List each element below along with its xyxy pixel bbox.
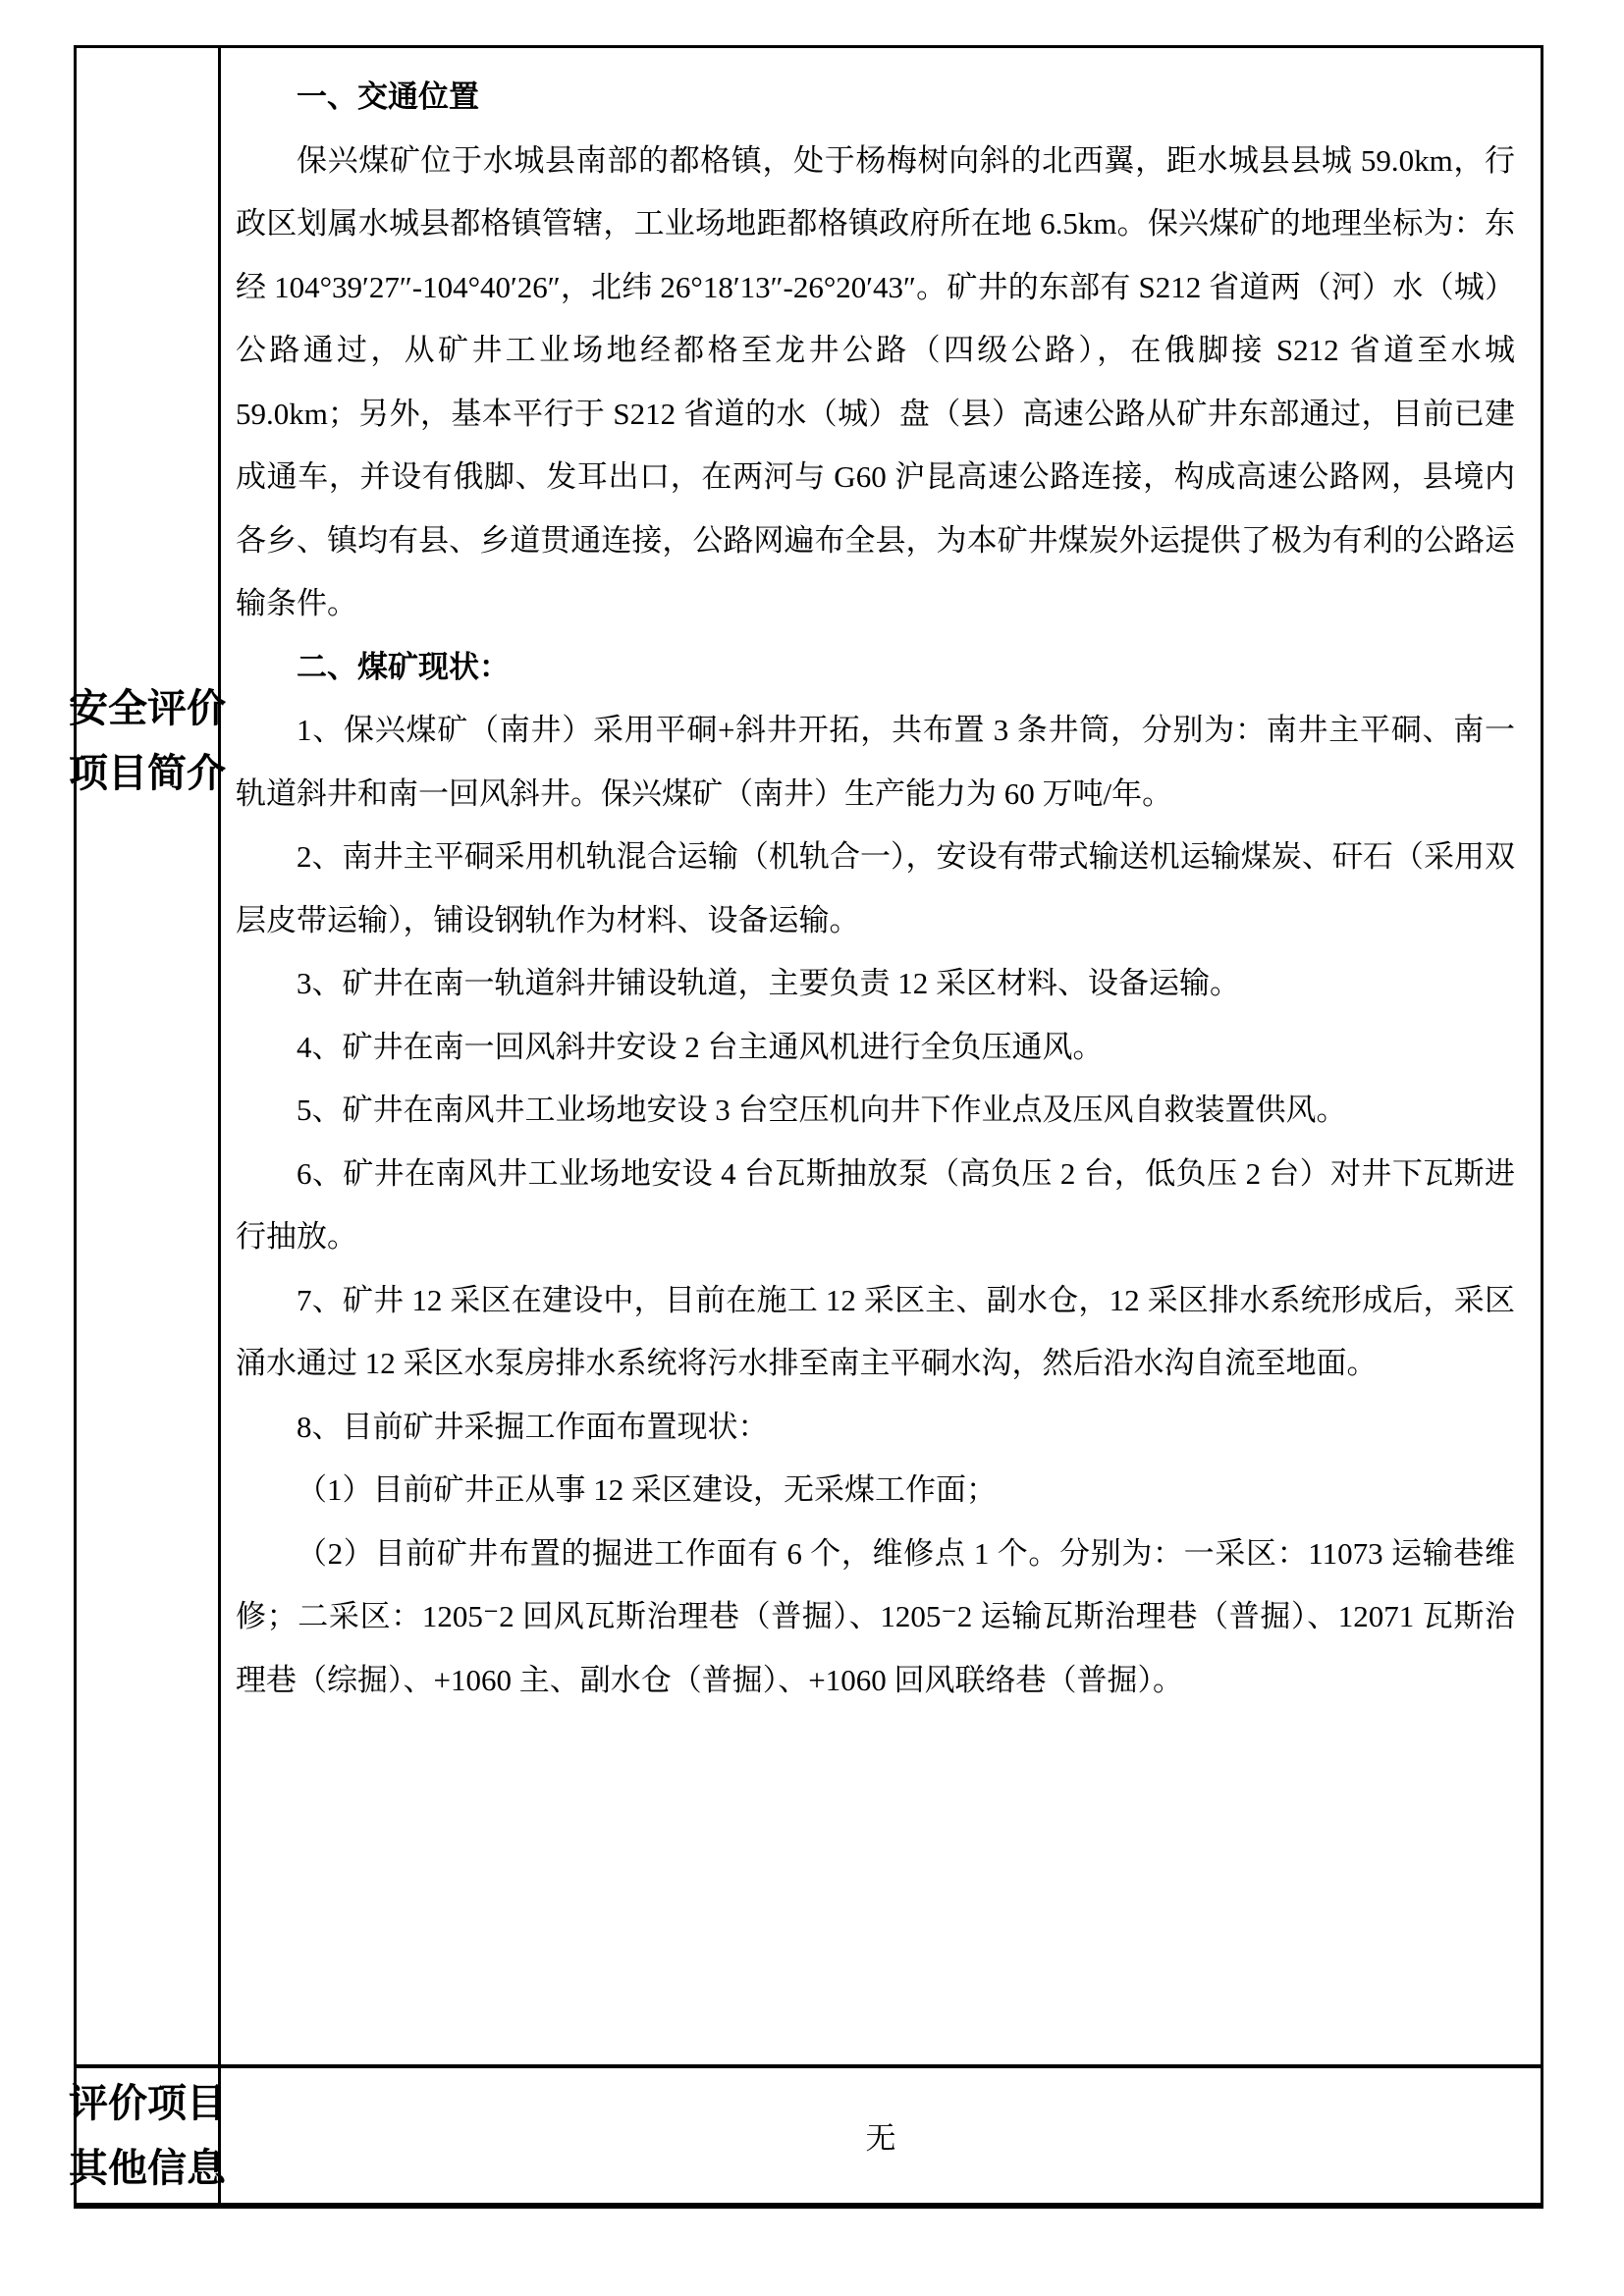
row-header-line: 评价项目 bbox=[69, 2080, 226, 2125]
project-intro-content bbox=[221, 48, 1541, 2064]
mine-status-subitem: （1）目前矿井正从事 12 采区建设，无采煤工作面； bbox=[297, 1472, 997, 1507]
mine-status-item: 8、目前矿井采掘工作面布置现状： bbox=[297, 1409, 769, 1444]
mine-status-item: 1、保兴煤矿（南井）采用平硐+斜井开拓，共布置 3 条井筒，分别为：南井主平硐、南一轨道斜井和南一回风斜井。保兴煤矿（南井）生产能力为 60 万吨/年。 bbox=[236, 713, 1515, 811]
row-header-safety-eval-intro bbox=[69, 48, 226, 2064]
row-header-line: 其他信息 bbox=[69, 2145, 226, 2190]
mine-status-item: 4、矿井在南一回风斜井安设 2 台主通风机进行全负压通风。 bbox=[297, 1029, 1104, 1064]
other-info-value: 无 bbox=[865, 2121, 896, 2156]
mine-status-subitem: （2）目前矿井布置的掘进工作面有 6 个，维修点 1 个。分别为：一采区：11073 运输巷维修；二采区：1205⁻2 回风瓦斯治理巷（普掘）、1205⁻2 运输瓦斯治理巷（普掘）、12071 瓦斯治理巷（综掘）、+1060 主、副水仓（普掘）、+1060 回风联络巷（普掘）。 bbox=[236, 1535, 1515, 1697]
mine-status-item: 3、矿井在南一轨道斜井铺设轨道，主要负责 12 采区材料、设备运输。 bbox=[297, 966, 1240, 1000]
section-heading-mine-status: 二、煤矿现状： bbox=[297, 649, 510, 684]
mine-status-item: 2、南井主平硐采用机轨混合运输（机轨合一），安设有带式输送机运输煤炭、矸石（采用双层皮带运输），铺设钢轨作为材料、设备运输。 bbox=[236, 839, 1515, 937]
row-header-other-info bbox=[69, 2068, 226, 2203]
row-header-line: 项目简介 bbox=[69, 751, 226, 795]
table-row-other-info bbox=[69, 2068, 1541, 2203]
mine-status-item: 7、矿井 12 采区在建设中，目前在施工 12 采区主、副水仓，12 采区排水系统形成后，采区涌水通过 12 采区水泵房排水系统将污水排至南主平硐水沟，然后沿水沟自流至地面。 bbox=[236, 1282, 1515, 1380]
section-heading-traffic-location: 一、交通位置 bbox=[297, 80, 479, 114]
mine-status-item: 6、矿井在南风井工业场地安设 4 台瓦斯抽放泵（高负压 2 台，低负压 2 台）对井下瓦斯进行抽放。 bbox=[236, 1155, 1515, 1254]
row-header-line: 安全评价 bbox=[69, 686, 226, 730]
table-row-project-intro bbox=[69, 48, 1541, 2068]
info-table bbox=[69, 45, 1543, 2209]
paragraph-traffic-location: 保兴煤矿位于水城县南部的都格镇，处于杨梅树向斜的北西翼，距水城县县城 59.0km，行政区划属水城县都格镇管辖，工业场地距都格镇政府所在地 6.5km。保兴煤矿的地理坐标为：东经 104°39′27″-104°40′26″，北纬 26°18′13″-26°20′43″。矿井的东部有 S212 省道两（河）水（城）公路通过，从矿井工业场地经都格至龙井公路（四级公路），在俄脚接 S212 省道至水城 59.0km；另外，基本平行于 S212 省道的水（城）盘（县）高速公路从矿井东部通过，目前已建成通车，并设有俄脚、发耳出口，在两河与 G60 沪昆高速公路连接，构成高速公路网，县境内各乡、镇均有县、乡道贯通连接，公路网遍布全县，为本矿井煤炭外运提供了极为有利的公路运输条件。 bbox=[236, 142, 1515, 620]
mine-status-item: 5、矿井在南风井工业场地安设 3 台空压机向井下作业点及压风自救装置供风。 bbox=[297, 1093, 1347, 1127]
